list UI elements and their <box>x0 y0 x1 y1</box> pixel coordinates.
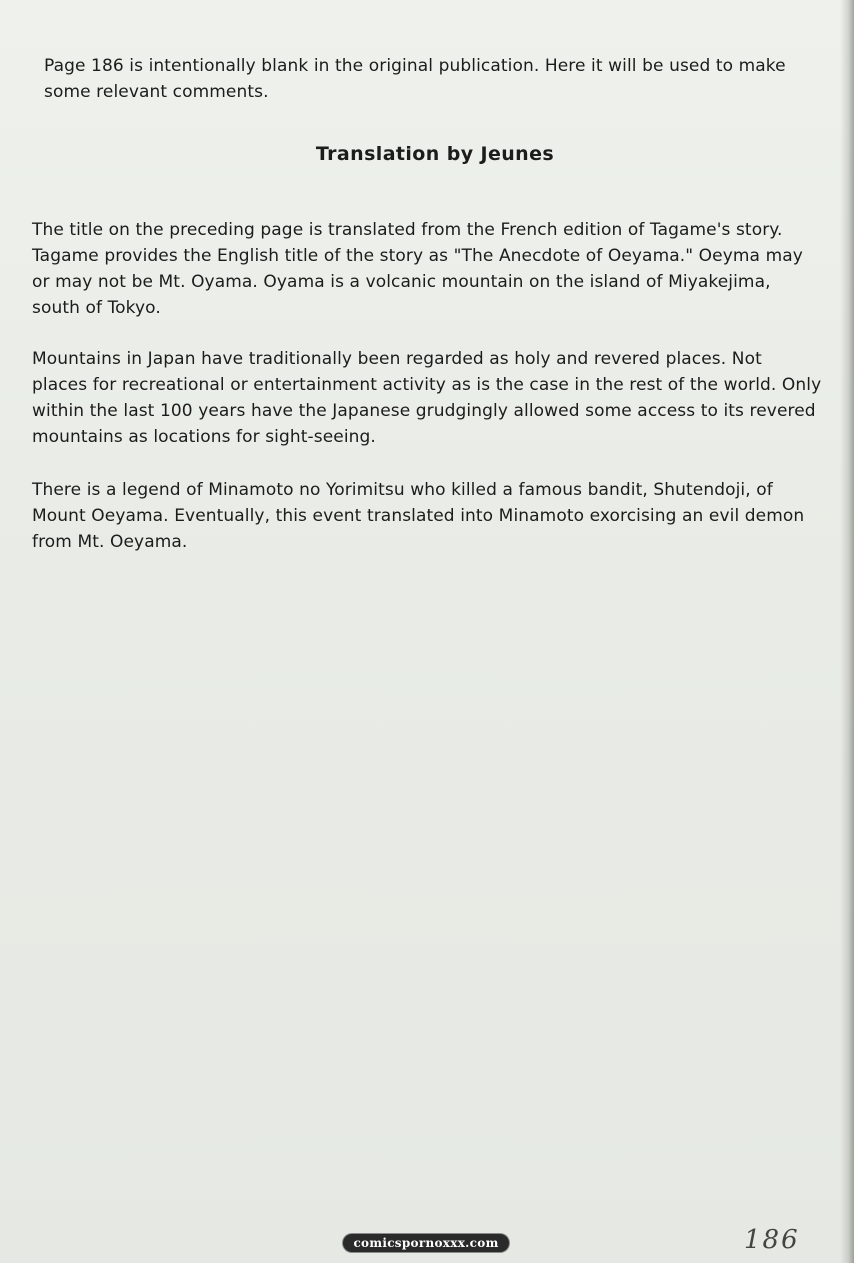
watermark-logo: comicspornoxxx.com <box>343 1234 509 1252</box>
page-edge-shadow <box>840 0 854 1263</box>
page-heading: Translation by Jeunes <box>315 143 555 165</box>
page-number: 186 <box>744 1225 800 1255</box>
intro-note: Page 186 is intentionally blank in the original publication. Here it will be used to make some relevant comments. <box>44 56 786 102</box>
paragraph-legend: There is a legend of Minamoto no Yorimitsu who killed a famous bandit, Shutendoji, of Mount Oeyama. Eventually, this event translated into Minamoto exorcising an evil demon from Mt. Oeyama. <box>32 480 805 552</box>
paragraph-mountains-japan: Mountains in Japan have traditionally been regarded as holy and revered places. Not places for recreational or entertainment activity as is the case in the rest of the world. Only within the last 100 years have the Japanese grudgingly allowed some access to its revered mountains as locations for sight-seeing. <box>32 349 822 447</box>
paragraph-title-translation: The title on the preceding page is translated from the French edition of Tagame's story. Tagame provides the English title of the story as "The Anecdote of Oeyama." Oeyma may or may not be Mt. Oyama. Oyama is a volcanic mountain on the island of Miyakejima, south of Tokyo. <box>32 220 803 318</box>
